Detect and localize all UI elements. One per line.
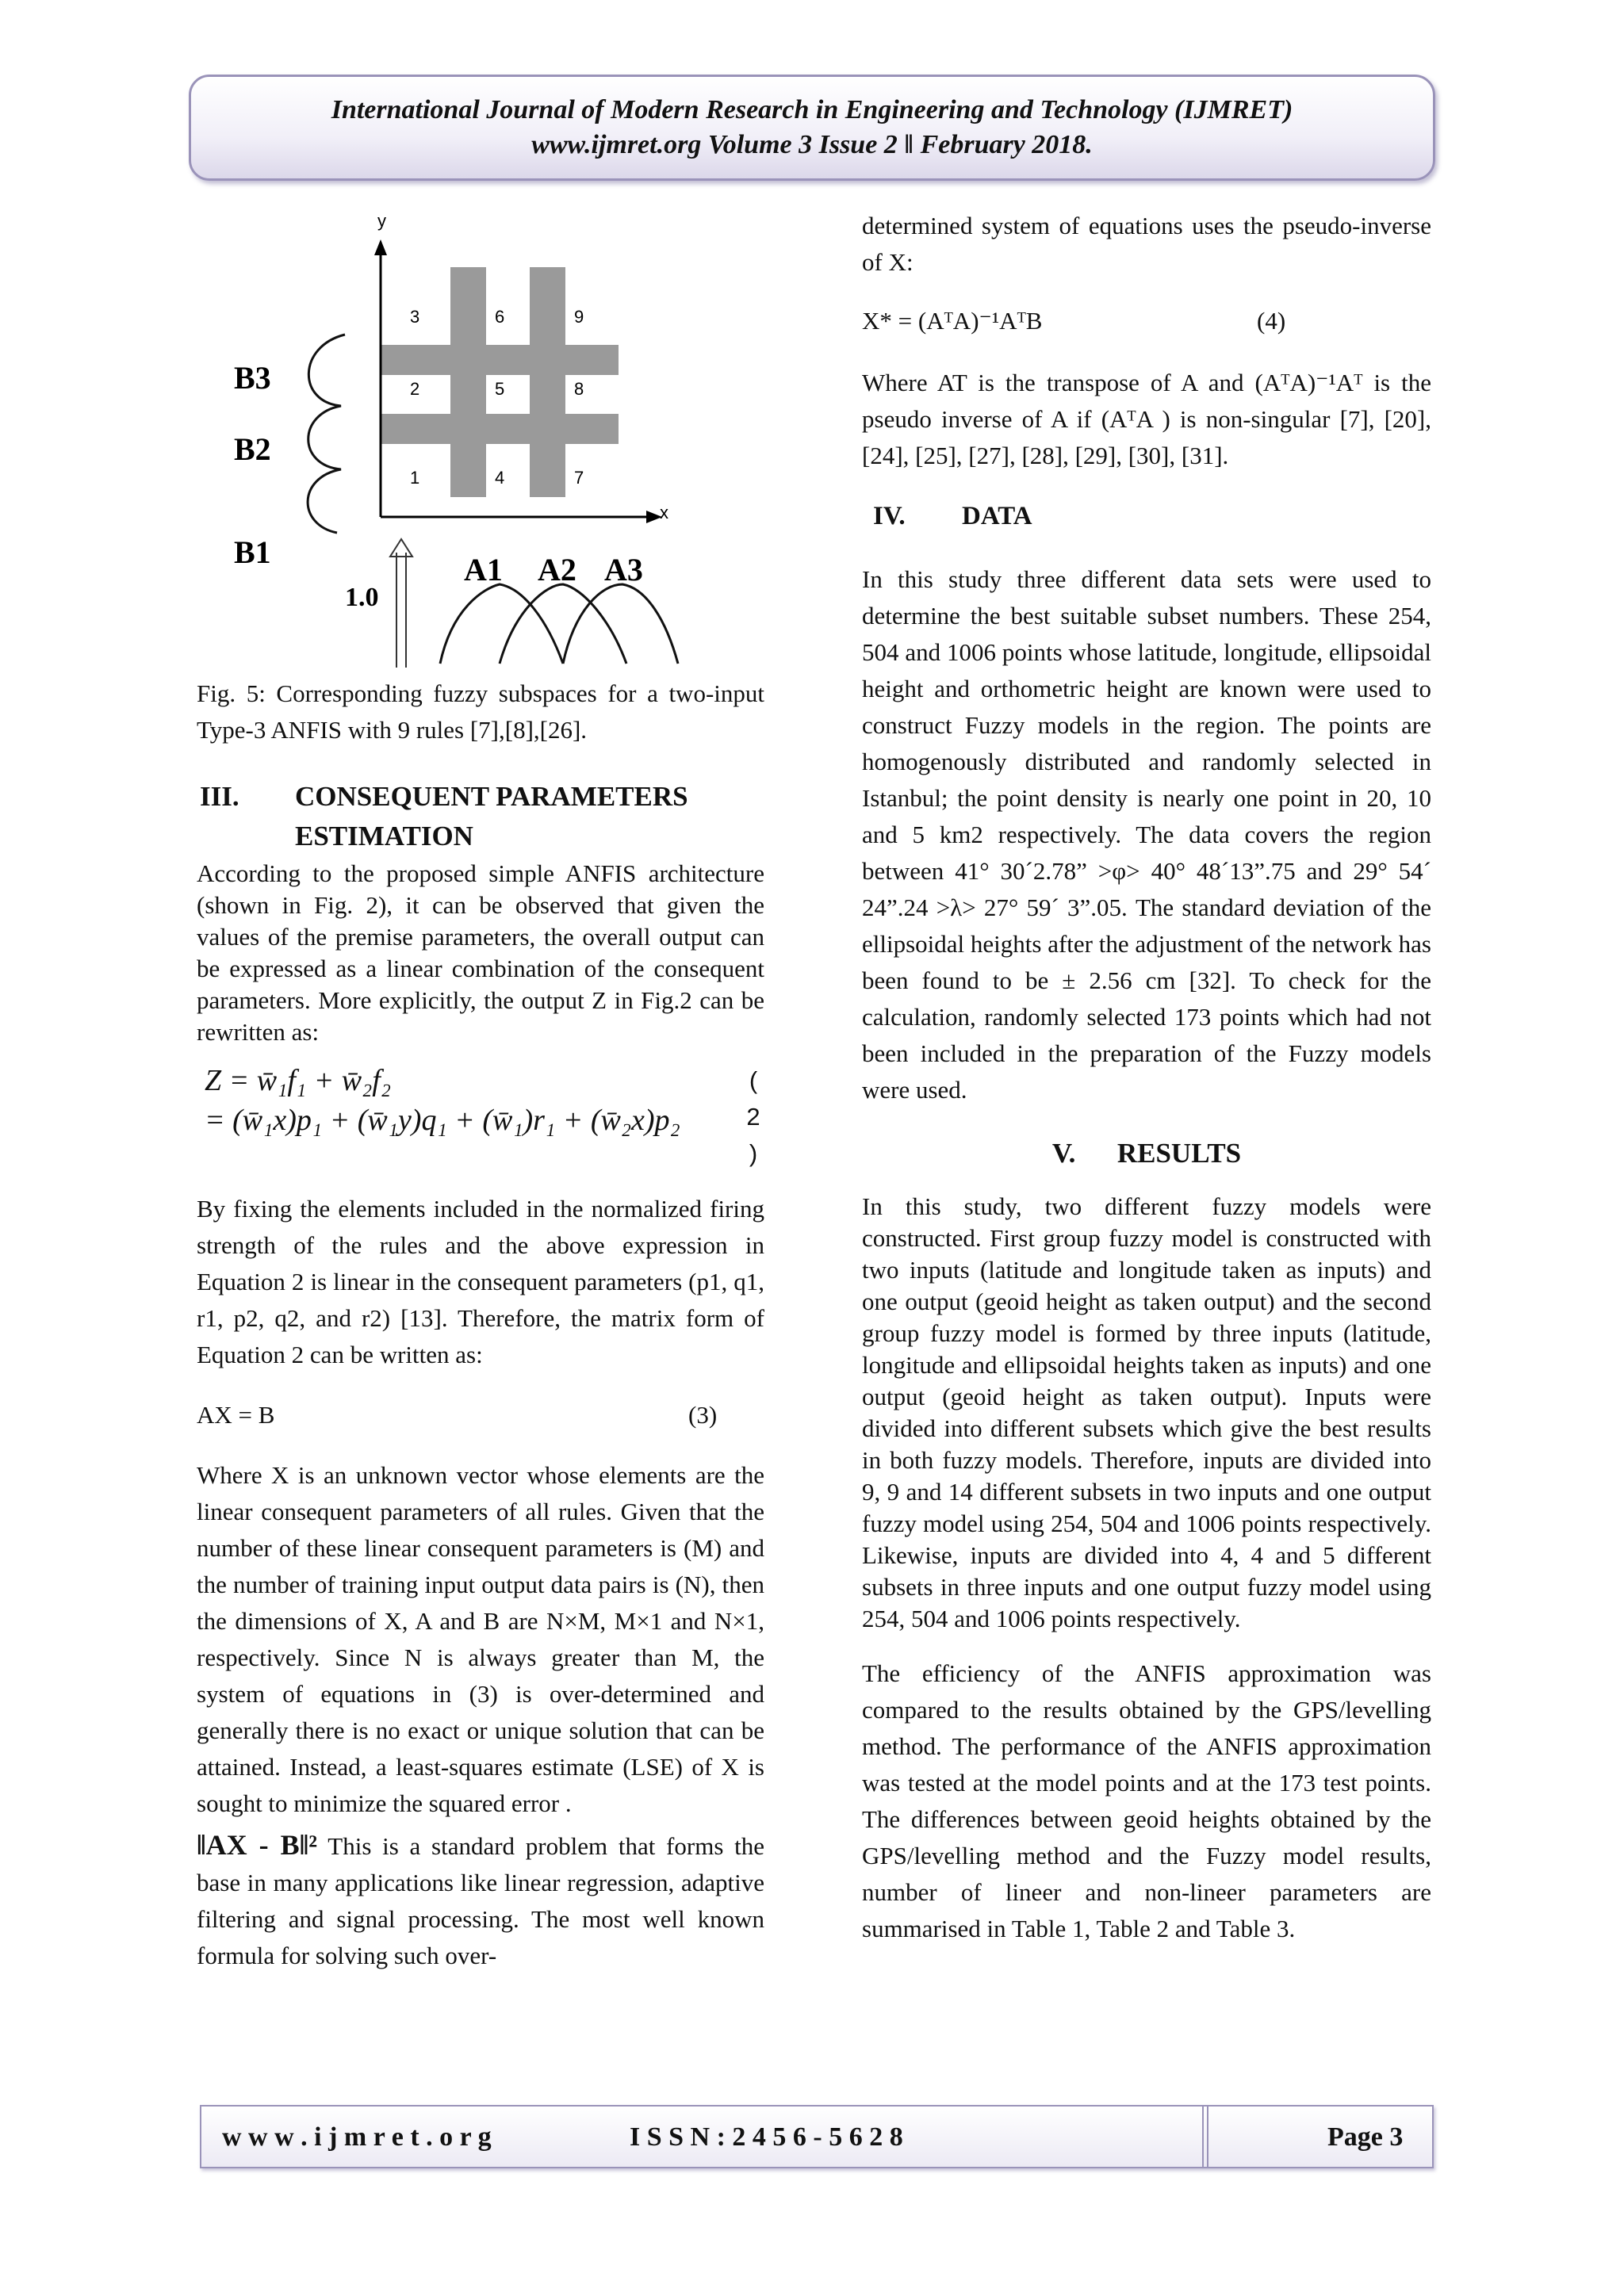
equation-3 — [197, 1397, 764, 1433]
y-axis-label: y — [377, 211, 386, 231]
section-4-heading — [862, 498, 1431, 534]
eq2-number: ( 2 ) — [746, 1066, 760, 1167]
horizontal-bar-1 — [381, 345, 619, 375]
left-column — [197, 675, 764, 1974]
journal-issue: www.ijmret.org Volume 3 Issue 2 ǁ February 2018. — [531, 130, 1093, 159]
section-5-heading — [862, 1135, 1431, 1172]
page-footer — [200, 2105, 1434, 2168]
b2-label: B2 — [234, 431, 271, 467]
journal-title: International Journal of Modern Research in Engineering and Technology (IJMRET) — [331, 95, 1293, 124]
cell-label: 4 — [495, 468, 505, 488]
section-title: RESULTS — [1116, 1138, 1242, 1169]
cell-label: 3 — [410, 307, 420, 327]
section-title: CONSEQUENT PARAMETERS — [295, 781, 688, 812]
cell-label: 9 — [574, 307, 584, 327]
section-title: DATA — [962, 502, 1032, 530]
section-3-heading — [197, 779, 764, 858]
horizontal-bar-2 — [381, 414, 619, 444]
a1-curve — [440, 584, 563, 664]
vertical-bar-2 — [530, 267, 565, 497]
section-5-para-1: In this study, two different fuzzy models were constructed. First group fuzzy model is constructed with two inputs (latitude and longitude taken as inputs) and one output (geoid height as taken output) and the second group fuzzy model is formed by three inputs (latitude, longitude and ellipsoidal heights taken as inputs) and one output (geoid height as taken output). Inputs were divided into different subsets which give the best results in both fuzzy models. Therefore, inputs are divided into 9, 9 and 14 different subsets in two inputs and one output fuzzy model using 254, 504 and 1006 points respectively. Likewise, inputs are divided into 4, 4 and 5 different subsets in three inputs and one output fuzzy model using 254, 504 and 1006 points respectively. — [862, 1192, 1431, 1632]
cell-label: 6 — [495, 307, 505, 327]
pseudo-inverse-para: Where AT is the transpose of A and (AᵀA)⁻¹Aᵀ is the pseudo inverse of A if (AᵀA ) is non-singular [7], [20], [24], [25], [27], [28], [29], [30], [31]. — [862, 369, 1431, 469]
eq4-expr: X* = (AᵀA)⁻¹AᵀB — [862, 307, 1043, 335]
section-number: IV. — [873, 502, 906, 530]
equation-4 — [862, 303, 1431, 339]
section-3-para-2: By fixing the elements included in the normalized firing strength of the rules and the above expression in Equation 2 is linear in the consequent parameters (p1, q1, r1, p2, q2, and r2) [13]. Therefore, the matrix form of Equation 2 can be written as: — [197, 1195, 764, 1368]
fuzzy-subspace-figure — [222, 208, 777, 668]
cell-label: 2 — [410, 379, 420, 399]
eq2-line-2: = (w̄₁x)p₁ + (w̄₁y)q₁ + (w̄₁)r₁ + (w̄₂x)p₂ — [205, 1104, 680, 1137]
b3-label: B3 — [234, 360, 271, 396]
x-axis-label: x — [660, 503, 668, 522]
b-membership-curve — [308, 335, 345, 533]
cell-label: 8 — [574, 379, 584, 399]
footer-page: Page 3 — [1327, 2122, 1404, 2152]
a1-label: A1 — [464, 552, 503, 587]
cell-label: 1 — [410, 468, 420, 488]
a3-label: A3 — [604, 552, 643, 587]
y-axis-arrow — [374, 239, 387, 255]
cell-label: 5 — [495, 379, 505, 399]
section-number: III. — [200, 781, 239, 812]
section-number: V. — [1051, 1138, 1076, 1169]
a2-label: A2 — [538, 552, 576, 587]
eq3-expr: AX = B — [197, 1401, 275, 1429]
section-title-cont: ESTIMATION — [295, 821, 473, 851]
norm-expression: ‖AX - B‖² — [197, 1829, 318, 1861]
height-arrow — [390, 539, 412, 557]
section-5-para-2: The efficiency of the ANFIS approximation was compared to the results obtained by the GPS/levelling method. The performance of the ANFIS approximation was tested at the model points and at the 173 test points. The differences between geoid heights obtained by the GPS/levelling method and the Fuzzy model results, number of lineer and non-lineer parameters are summarised in Table 1, Table 2 and Table 3. — [862, 1659, 1431, 1942]
figure-caption: Fig. 5: Corresponding fuzzy subspaces for a two-input Type-3 ANFIS with 9 rules [7],[8],[26]. — [197, 679, 764, 744]
eq3-number: (3) — [688, 1401, 718, 1429]
eq4-number: (4) — [1257, 307, 1286, 335]
cell-label: 7 — [574, 468, 584, 488]
section-3-para-3: Where X is an unknown vector whose elements are the linear consequent parameters of all rules. Given that the number of these linear consequent parameters is (M) and the number of training input output data pairs is (N), then the dimensions of X, A and B are N×M, M×1 and N×1, respectively. Since N is always greater than M, the system of equations in (3) is over-determined and generally there is no exact or unique solution that can be attained. Instead, a least-squares estimate (LSE) of X is sought to minimize the squared error . — [197, 1461, 764, 1817]
eq2-line-1: Z = w̄₁f₁ + w̄₂f₂ — [205, 1064, 392, 1097]
b1-label: B1 — [234, 534, 271, 570]
right-column — [862, 208, 1431, 1947]
section-4-para: In this study three different data sets were used to determine the best suitable subset numbers. These 254, 504 and 1006 points whose latitude, longitude, ellipsoidal height and orthometric height are known were used to construct Fuzzy models in the region. The points are homogenously distributed and randomly selected in Istanbul; the point density is nearly one point in 20, 10 and 5 km2 respectively. The data covers the region between 41° 30´2.78” >φ> 40° 48´13”.75 and 29° 54´ 24”.24 >λ> 27° 59´ 3”.05. The standard deviation of the ellipsoidal heights after the adjustment of the network has been found to be ± 2.56 cm [32]. To check for the calculation, randomly selected 173 points which had not been included in the preparation of the Fuzzy models were used. — [862, 565, 1431, 1104]
pseudo-inverse-intro: determined system of equations uses the pseudo-inverse of X: — [862, 212, 1431, 276]
height-label: 1.0 — [345, 583, 379, 612]
section-3-para-3-cont: ‖AX - B‖² This is a standard problem that forms the base in many applications like linear regression, adaptive filtering and signal processing. The most well known formula for solving such over- — [197, 1829, 764, 1969]
journal-header — [189, 75, 1435, 181]
a2-curve — [500, 584, 626, 664]
equation-2 — [197, 1056, 764, 1175]
footer-site: w w w . i j m r e t . o r g — [222, 2122, 492, 2152]
section-3-para-1: According to the proposed simple ANFIS architecture (shown in Fig. 2), it can be observed that given the values of the premise parameters, the overall output can be expressed as a linear combination of the consequent parameters. More explicitly, the output Z in Fig.2 can be rewritten as: — [197, 859, 764, 1046]
vertical-bar-1 — [450, 267, 486, 497]
footer-issn: I S S N : 2 4 5 6 - 5 6 2 8 — [630, 2122, 903, 2152]
